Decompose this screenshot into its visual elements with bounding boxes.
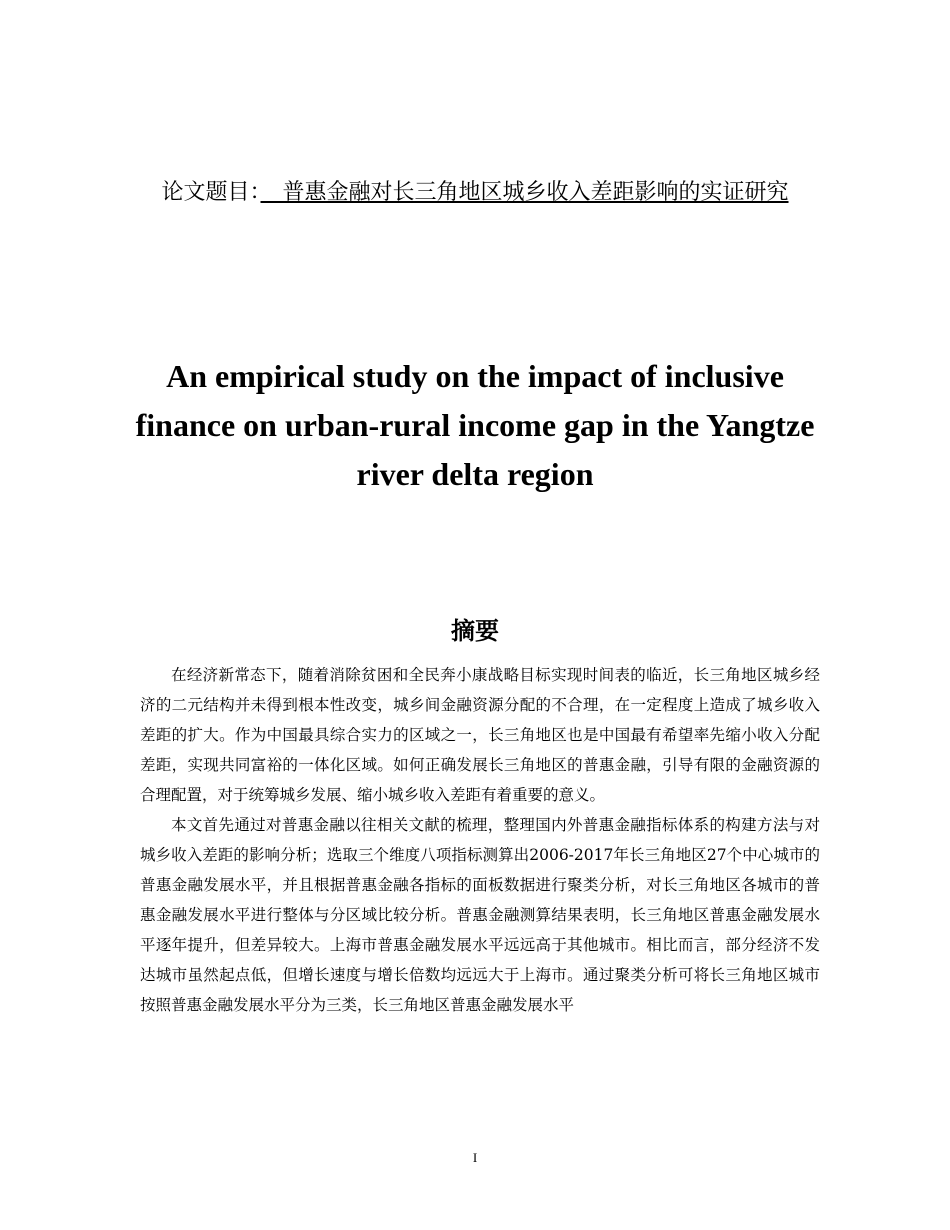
page-number: I [472,1150,478,1165]
abstract-paragraph-1: 在经济新常态下，随着消除贫困和全民奔小康战略目标实现时间表的临近，长三角地区城乡经济的二元结构并未得到根本性改变，城乡间金融资源分配的不合理，在一定程度上造成了城乡收入差距的扩大。作为中国最具综合实力的区域之一，长三角地区也是中国最有希望率先缩小收入分配差距，实现共同富裕的一体化区域。如何正确发展长三角地区的普惠金融，引导有限的金融资源的合理配置，对于统筹城乡发展、缩小城乡收入差距有着重要的意义。 [140,666,820,804]
thesis-title-label: 论文题目： [161,180,261,205]
abstract-body [140,660,820,1020]
english-thesis-title: An empirical study on the impact of inclusive finance on urban-rural income gap in the Yangtze river delta region [135,358,815,492]
abstract-paragraph-2: 本文首先通过对普惠金融以往相关文献的梳理，整理国内外普惠金融指标体系的构建方法与对城乡收入差距的影响分析；选取三个维度八项指标测算出2006-2017年长三角地区27个中心城市的普惠金融发展水平，并且根据普惠金融各指标的面板数据进行聚类分析，对长三角地区各城市的普惠金融发展水平进行整体与分区域比较分析。普惠金融测算结果表明，长三角地区普惠金融发展水平逐年提升，但差异较大。上海市普惠金融发展水平远远高于其他城市。相比而言，部分经济不发达城市虽然起点低，但增长速度与增长倍数均远远大于上海市。通过聚类分析可将长三角地区城市按照普惠金融发展水平分为三类，长三角地区普惠金融发展水平 [140,816,820,1014]
chinese-thesis-title [130,178,820,208]
thesis-title-chinese: 普惠金融对长三角地区城乡收入差距影响的实证研究 [260,180,789,205]
abstract-heading: 摘要 [451,617,499,645]
